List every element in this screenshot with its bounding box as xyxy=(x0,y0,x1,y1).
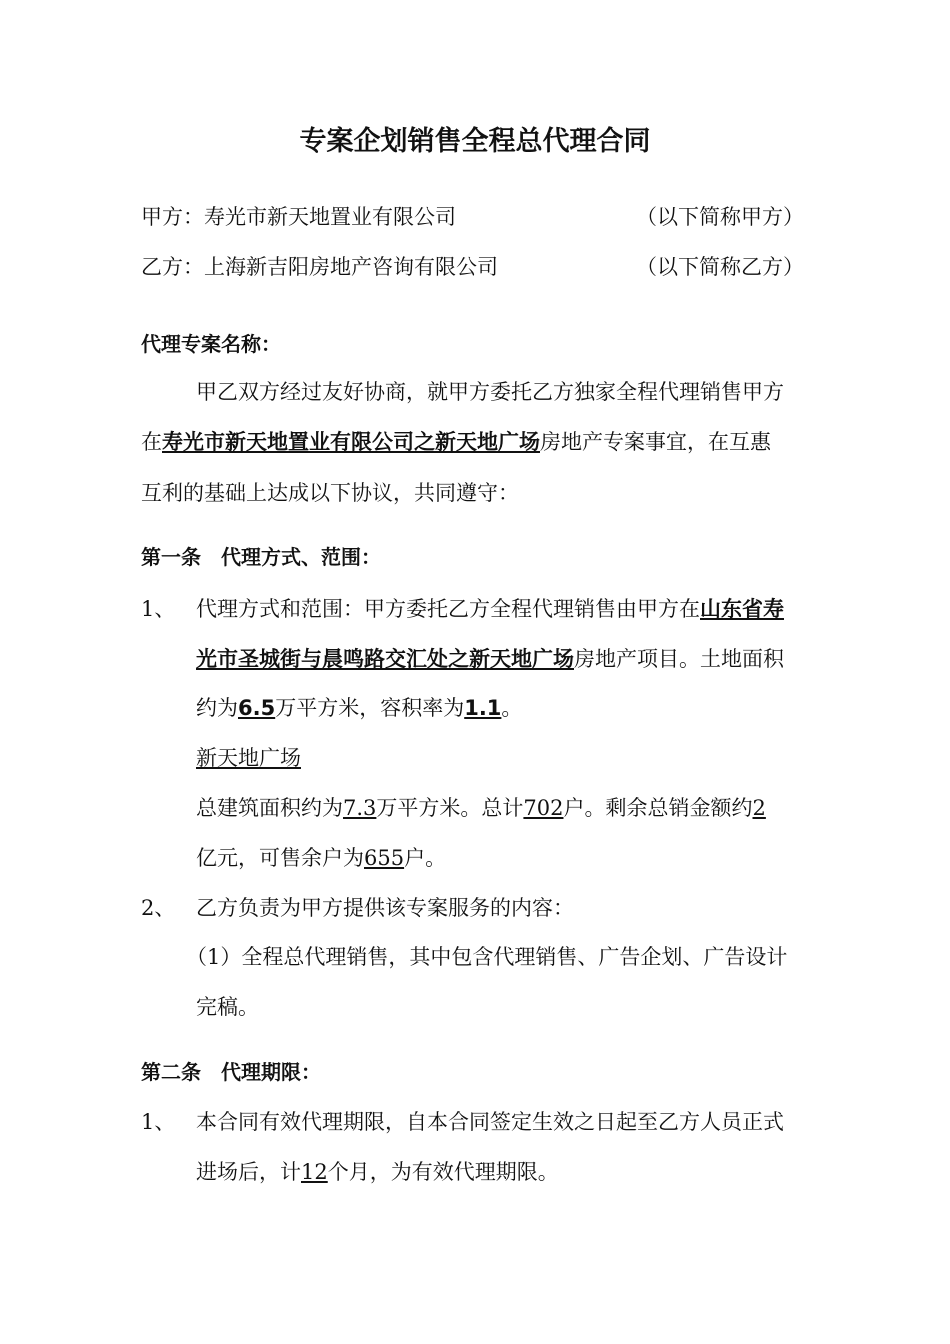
item-1-line-3-pre: 约为 xyxy=(196,696,238,720)
article-1-item-2-number: 2、 xyxy=(141,896,176,920)
item-1-line-5-mid-1: 万平方米。总计 xyxy=(376,796,524,820)
item-1-line-3-mid: 万平方米，容积率为 xyxy=(275,696,465,720)
article-1-item-2-sub-1-line-2: 完稿。 xyxy=(196,995,259,1019)
item-1-line-3-post: 。 xyxy=(501,696,523,720)
intro-line-2-post: 房地产专案事宜，在互惠 xyxy=(540,430,771,454)
article-1-heading: 第一条 代理方式、范围： xyxy=(141,545,381,569)
project-name-heading: 代理专案名称： xyxy=(141,332,281,356)
party-a-label: 甲方：寿光市新天地置业有限公司 xyxy=(141,205,456,229)
article-2-line-2-pre: 进场后，计 xyxy=(196,1160,301,1184)
building-area-value: 7.3 xyxy=(343,796,377,820)
article-2-item-1-number: 1、 xyxy=(141,1110,176,1134)
item-1-line-5-mid-2: 户。剩余总销金额约 xyxy=(563,796,753,820)
article-2-item-1-line-2 xyxy=(196,1158,559,1186)
document-title: 专案企划销售全程总代理合同 xyxy=(299,126,651,157)
remaining-amount-value: 2 xyxy=(752,796,766,820)
party-b-label: 乙方：上海新吉阳房地产咨询有限公司 xyxy=(141,255,498,279)
article-1-item-1-line-3 xyxy=(196,694,522,722)
article-1-item-1-line-6 xyxy=(196,844,446,872)
item-1-line-2-post: 房地产项目。土地面积 xyxy=(574,647,784,671)
project-name: 新天地广场 xyxy=(196,746,301,770)
item-1-line-1-pre: 代理方式和范围：甲方委托乙方全程代理销售由甲方在 xyxy=(196,597,700,621)
item-1-line-6-pre: 亿元，可售余户为 xyxy=(196,846,364,870)
intro-line-2 xyxy=(141,428,771,456)
intro-line-3: 互利的基础上达成以下协议，共同遵守： xyxy=(141,481,519,505)
plot-ratio-value: 1.1 xyxy=(464,696,502,720)
article-1-item-2-text: 乙方负责为甲方提供该专案服务的内容： xyxy=(196,896,574,920)
party-b-note: （以下简称乙方） xyxy=(636,255,804,279)
article-1-item-1-line-2 xyxy=(196,645,784,673)
units-total-value: 702 xyxy=(523,796,564,820)
location-part-2: 光市圣城街与晨鸣路交汇处之新天地广场 xyxy=(196,647,574,671)
article-2-item-1-line-1: 本合同有效代理期限，自本合同签定生效之日起至乙方人员正式 xyxy=(196,1110,784,1134)
units-available-value: 655 xyxy=(364,846,405,870)
intro-line-2-pre: 在 xyxy=(141,430,162,454)
article-1-item-1-line-1 xyxy=(196,595,784,623)
intro-line-1: 甲乙双方经过友好协商，就甲方委托乙方独家全程代理销售甲方 xyxy=(196,380,784,404)
article-1-item-1-number: 1、 xyxy=(141,597,176,621)
project-company-name: 寿光市新天地置业有限公司之新天地广场 xyxy=(162,430,540,454)
article-1-item-1-line-5 xyxy=(196,794,766,822)
article-2-heading: 第二条 代理期限： xyxy=(141,1060,321,1084)
item-1-line-5-pre: 总建筑面积约为 xyxy=(196,796,343,820)
article-1-item-2-sub-1-line-1: （1）全程总代理销售，其中包含代理销售、广告企划、广告设计 xyxy=(186,945,788,969)
land-area-value: 6.5 xyxy=(238,696,276,720)
agency-months-value: 12 xyxy=(301,1160,328,1184)
article-2-line-2-post: 个月，为有效代理期限。 xyxy=(327,1160,559,1184)
location-part-1: 山东省寿 xyxy=(700,597,784,621)
item-1-line-6-post: 户。 xyxy=(404,846,447,870)
party-a-note: （以下简称甲方） xyxy=(636,205,804,229)
